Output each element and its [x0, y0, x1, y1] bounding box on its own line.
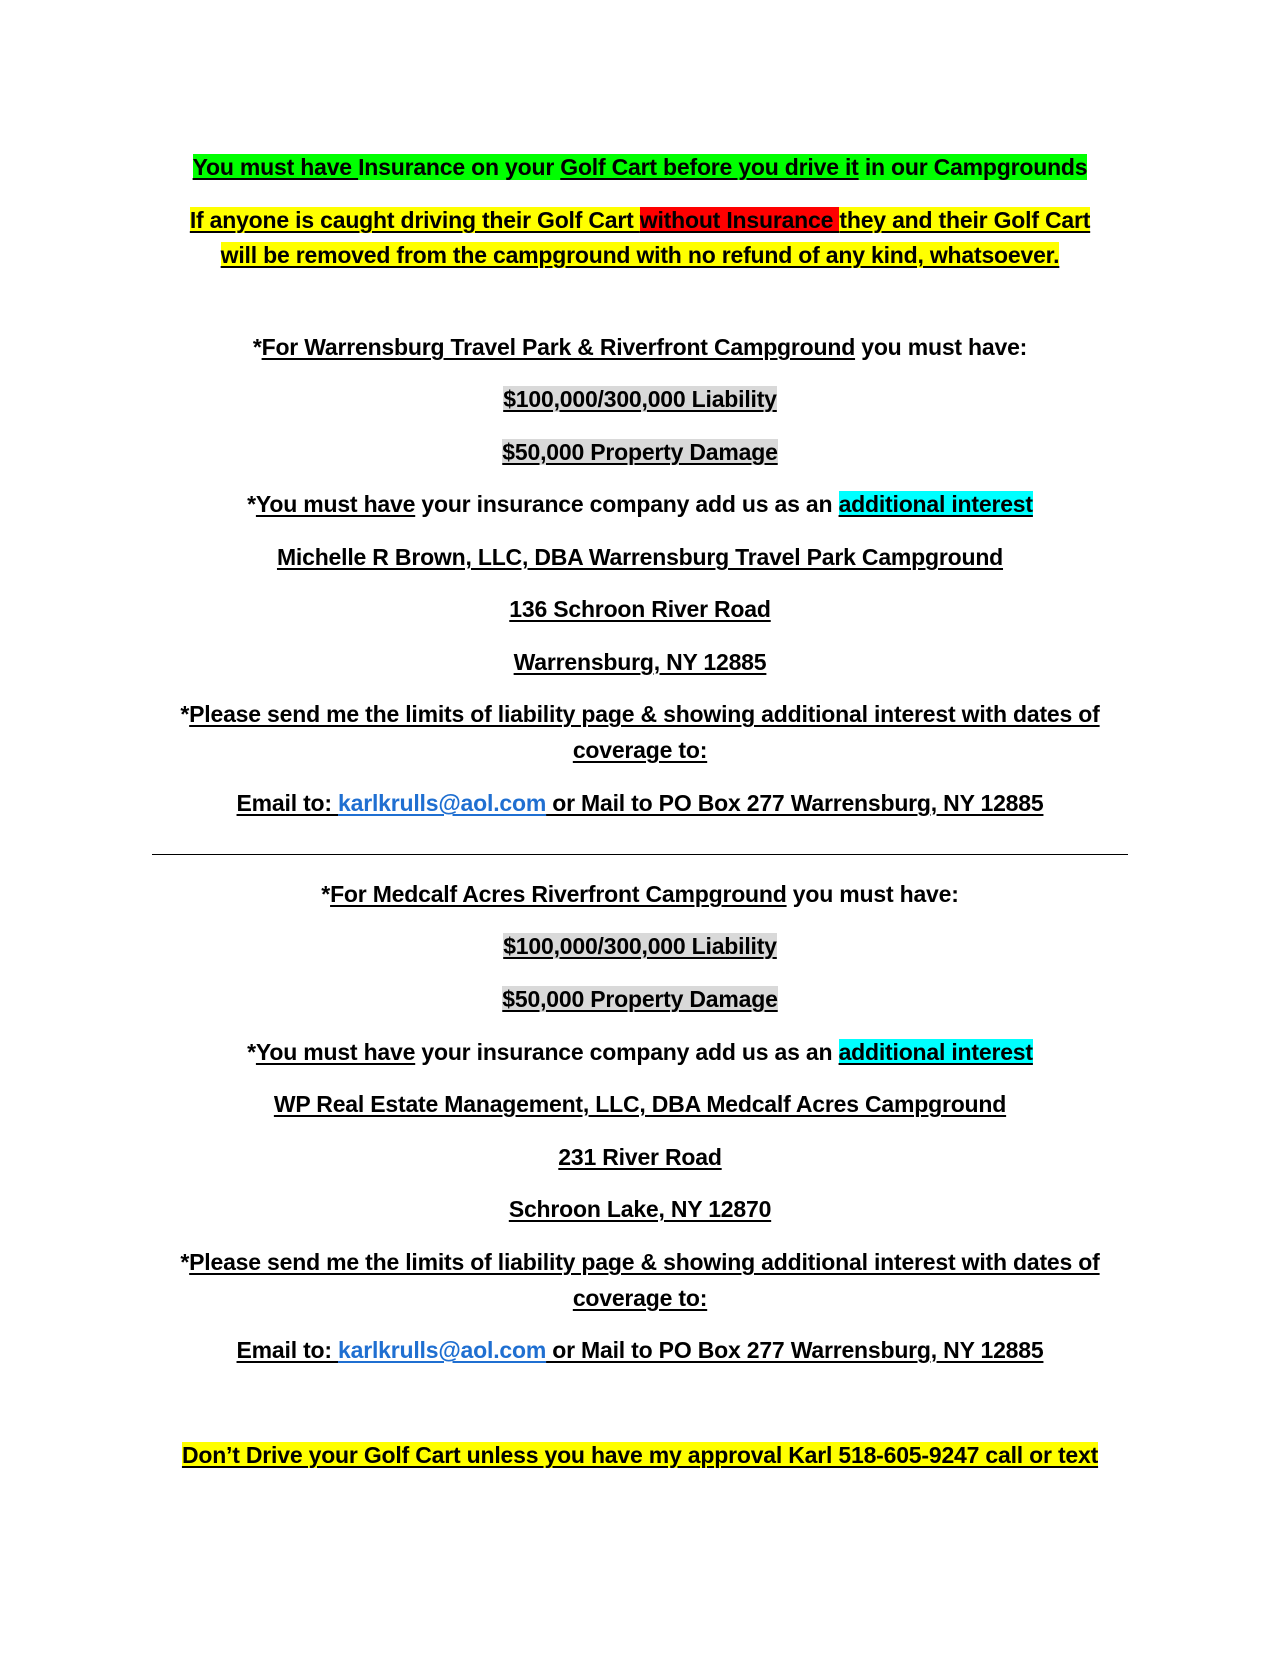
notice-must-have: You must have [192, 154, 359, 180]
section1-coverage: coverage to: [572, 737, 708, 763]
section1-req-star: * [247, 491, 256, 517]
section2-requirement [150, 1035, 1130, 1069]
section1-entity-text: Michelle R Brown, LLC, DBA Warrensburg Travel Park Campground [276, 544, 1004, 570]
section1-intro [150, 330, 1130, 364]
section2-city-text: Schroon Lake, NY 12870 [508, 1196, 772, 1222]
section2-send-text: Please send me the limits of liability page & showing additional interest with dates of [189, 1249, 1100, 1275]
section1-must-have: you must have: [855, 334, 1028, 360]
section1-send-1 [150, 697, 1130, 731]
section2-req-must: You must have [255, 1039, 416, 1065]
section2-mail: or Mail to PO Box 277 Warrensburg, NY 12885 [546, 1337, 1044, 1363]
section1-req-must: You must have [255, 491, 416, 517]
section1-street [150, 592, 1130, 626]
section-divider [152, 854, 1128, 855]
section1-requirement [150, 487, 1130, 521]
warning-line-2 [150, 238, 1130, 272]
section2-req-star: * [247, 1039, 256, 1065]
section2-email-link[interactable]: karlkrulls@aol.com [338, 1337, 547, 1363]
section1-city [150, 645, 1130, 679]
section2-email-label: Email to: [236, 1337, 339, 1363]
notice-campgrounds: in our Campgrounds [858, 154, 1088, 180]
section1-city-text: Warrensburg, NY 12885 [513, 649, 767, 675]
section2-send-2 [150, 1281, 1130, 1315]
section2-entity-text: WP Real Estate Management, LLC, DBA Medcalf Acres Campground [273, 1091, 1007, 1117]
section1-street-text: 136 Schroon River Road [509, 596, 771, 622]
notice-golf-cart: Golf Cart before you drive it [560, 154, 859, 180]
section2-entity [150, 1087, 1130, 1121]
section2-street [150, 1140, 1130, 1174]
section2-property [150, 982, 1130, 1016]
section2-coverage: coverage to: [572, 1285, 708, 1311]
warning-removed: will be removed from the campground with no refund of any kind, whatsoever. [220, 242, 1060, 268]
section1-liability-text: $100,000/300,000 Liability [503, 386, 777, 412]
section2-additional-interest: additional interest [838, 1039, 1033, 1065]
section2-liability [150, 929, 1130, 963]
section1-email-link[interactable]: karlkrulls@aol.com [338, 790, 547, 816]
section1-req-mid: your insurance company add us as an [415, 491, 839, 517]
notice-insurance-on: Insurance on your [358, 154, 561, 180]
section2-send-star: * [180, 1249, 190, 1275]
section2-city [150, 1192, 1130, 1226]
section1-entity [150, 540, 1130, 574]
section1-star: * [252, 334, 262, 360]
warning-without-insurance: without Insurance [639, 207, 840, 233]
section2-campground-name: For Medcalf Acres Riverfront Campground [330, 881, 787, 907]
section2-property-text: $50,000 Property Damage [502, 986, 778, 1012]
approval-text: Don’t Drive your Golf Cart unless you have my approval Karl 518-605-9247 call or text [181, 1442, 1099, 1468]
warning-they-and-cart: they and their Golf Cart [839, 207, 1091, 233]
section1-campground-name: For Warrensburg Travel Park & Riverfront Campground [261, 334, 856, 360]
warning-line-1 [150, 203, 1130, 237]
section1-mail: or Mail to PO Box 277 Warrensburg, NY 12885 [546, 790, 1044, 816]
section1-contact [150, 786, 1130, 820]
section1-additional-interest: additional interest [838, 491, 1033, 517]
section1-liability [150, 382, 1130, 416]
section2-contact [150, 1333, 1130, 1367]
section2-liability-text: $100,000/300,000 Liability [503, 933, 777, 959]
warning-caught: If anyone is caught driving their Golf Cart [189, 207, 640, 233]
section1-property-text: $50,000 Property Damage [502, 439, 778, 465]
section2-intro [150, 877, 1130, 911]
section2-star: * [321, 881, 331, 907]
section1-send-text: Please send me the limits of liability page & showing additional interest with dates of [189, 701, 1100, 727]
section1-property [150, 435, 1130, 469]
section2-must-have: you must have: [786, 881, 959, 907]
section1-send-2 [150, 733, 1130, 767]
section2-send-1 [150, 1245, 1130, 1279]
approval-notice [150, 1438, 1130, 1472]
section2-req-mid: your insurance company add us as an [415, 1039, 839, 1065]
section2-street-text: 231 River Road [558, 1144, 722, 1170]
section1-email-label: Email to: [236, 790, 339, 816]
insurance-required-notice [150, 150, 1130, 184]
section1-send-star: * [180, 701, 190, 727]
